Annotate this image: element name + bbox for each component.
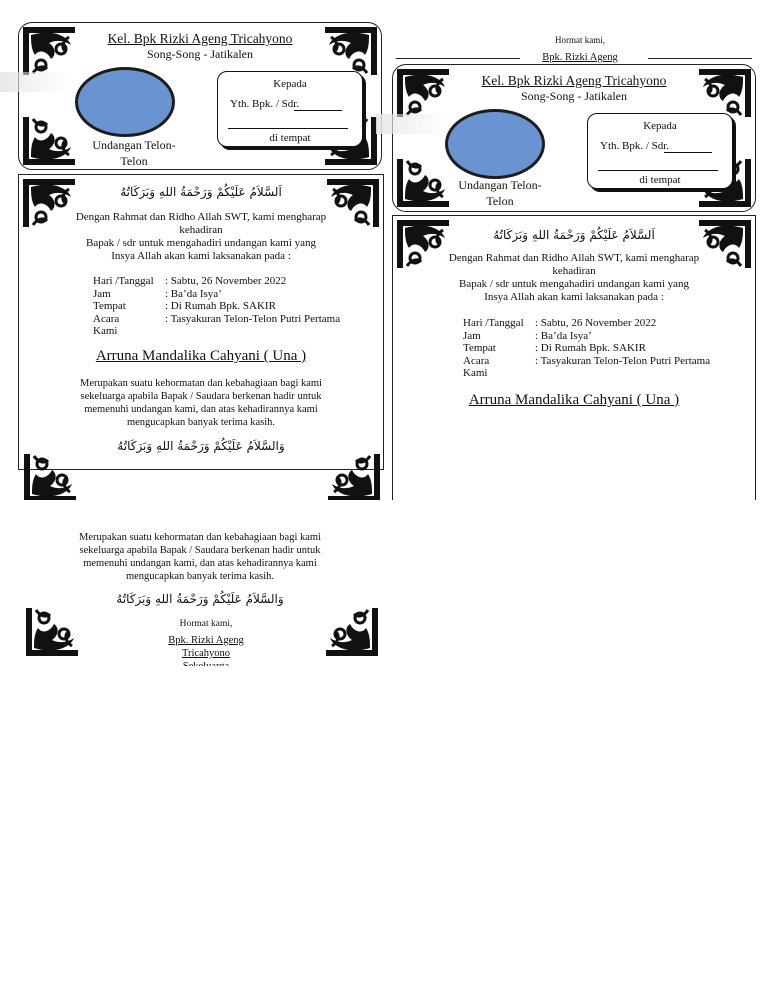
closing-paragraph: Merupakan suatu kehormatan dan kebahagiaan bagi kami sekeluarga apabila Bapak / Saudara berkenan hadir untuk memenuhi undangan kami, dan atas kehadirannya kami mengucapkan banyak terima kasih. xyxy=(80,378,322,428)
kepada-name-line xyxy=(294,110,342,111)
intro-line-1: Dengan Rahmat dan Ridho Allah SWT, kami mengharap xyxy=(75,211,327,223)
event-details xyxy=(463,317,710,380)
ornament-corner-icon xyxy=(24,606,80,658)
kepada-yth: Yth. Bpk. / Sdr. xyxy=(230,98,300,110)
closing-paragraph: Merupakan suatu kehormatan dan kebahagiaan bagi kami sekeluarga apabila Bapak / Saudara berkenan hadir untuk memenuhi undangan kami, dan atas kehadirannya kami mengucapkan banyak terima kasih. xyxy=(79,532,321,582)
detail-row: Jam : Ba’da Isya’ xyxy=(93,287,222,300)
invitation-card-right xyxy=(392,215,756,517)
kepada-label: Kepada xyxy=(273,78,307,90)
undangan-label: Undangan Telon-Telon xyxy=(458,178,542,208)
envelope-address: Song-Song - Jatikalen xyxy=(521,89,627,103)
intro-line-3: Bapak / sdr untuk mengahadiri undangan kami yang xyxy=(85,237,317,249)
kepada-tempat: di tempat xyxy=(269,132,311,144)
signer-bottom: Bpk. Rizki Ageng Tricahyono xyxy=(168,635,244,659)
kepada-tempat: di tempat xyxy=(639,174,681,186)
detail-row: Tempat : Di Rumah Bpk. SAKIR xyxy=(463,342,646,354)
detail-row: Acara : Tasyakuran Telon-Telon Putri Pertama xyxy=(93,312,341,325)
ornament-corner-icon xyxy=(395,157,451,209)
ornament-corner-icon xyxy=(21,115,77,167)
kepada-yth: Yth. Bpk. / Sdr. xyxy=(600,140,670,152)
detail-row: Jam : Ba’da Isya’ xyxy=(463,329,592,342)
kepada-address-line xyxy=(598,170,718,171)
scan-shadow xyxy=(0,72,70,92)
intro-line-4: Insya Allah akan kami laksanakan pada : xyxy=(111,250,291,262)
intro-line-2: kehadiran xyxy=(552,265,596,277)
detail-row: Kami xyxy=(463,367,488,379)
salam-closing: وَالسَّلاَمُ عَلَيْكُمْ وَرَحْمَةُ اللهِ وَبَرَكَاتُهُ xyxy=(117,439,285,453)
photo-oval xyxy=(75,67,175,137)
hormat-bottom: Hormat kami, xyxy=(179,619,233,629)
envelope-title: Kel. Bpk Rizki Ageng Tricahyono xyxy=(107,31,293,46)
child-name: Arruna Mandalika Cahyani ( Una ) xyxy=(95,348,307,364)
intro-line-3: Bapak / sdr untuk mengahadiri undangan kami yang xyxy=(458,278,690,290)
photo-oval xyxy=(445,109,545,179)
signer-top-right: Bpk. Rizki Ageng xyxy=(542,52,618,63)
detail-row: Kami xyxy=(93,325,118,337)
envelope-right xyxy=(392,64,756,212)
intro-line-4: Insya Allah akan kami laksanakan pada : xyxy=(484,291,664,303)
salam-opening: اَلسَّلاَمُ عَلَيْكُمْ وَرَحْمَةُ اللهِ وَبَرَكَاتُهُ xyxy=(493,228,655,242)
event-details xyxy=(93,275,340,338)
ornament-corner-icon xyxy=(324,606,380,658)
salam-opening: اَلسَّلاَمُ عَلَيْكُمْ وَرَحْمَةُ اللهِ وَبَرَكَاتُهُ xyxy=(120,185,282,199)
detail-row: Hari /Tanggal : Sabtu, 26 November 2022 xyxy=(93,275,287,287)
envelope-title: Kel. Bpk Rizki Ageng Tricahyono xyxy=(481,73,667,88)
intro-line-1: Dengan Rahmat dan Ridho Allah SWT, kami mengharap xyxy=(448,252,700,264)
kepada-name-line xyxy=(664,152,712,153)
kepada-address-line xyxy=(228,128,348,129)
divider-line xyxy=(648,58,752,59)
detail-row: Hari /Tanggal : Sabtu, 26 November 2022 xyxy=(463,317,657,329)
ornament-corner-icon xyxy=(22,452,78,504)
envelope-address: Song-Song - Jatikalen xyxy=(147,47,253,61)
scan-shadow xyxy=(376,114,446,134)
invitation-card-left xyxy=(18,174,384,470)
kepada-box xyxy=(217,71,363,147)
salam-closing: وَالسَّلاَمُ عَلَيْكُمْ وَرَحْمَةُ اللهِ وَبَرَكَاتُهُ xyxy=(116,592,284,606)
child-name: Arruna Mandalika Cahyani ( Una ) xyxy=(468,392,680,408)
intro-line-2: kehadiran xyxy=(179,224,223,236)
ornament-corner-icon xyxy=(326,452,382,504)
detail-row: Acara : Tasyakuran Telon-Telon Putri Pertama xyxy=(463,354,711,367)
undangan-label: Undangan Telon-Telon xyxy=(92,138,176,168)
detail-row: Tempat : Di Rumah Bpk. SAKIR xyxy=(93,300,276,312)
envelope-left xyxy=(18,22,382,170)
kepada-label: Kepada xyxy=(643,120,677,132)
hormat-top-right: Hormat kami, xyxy=(555,35,605,45)
kepada-box xyxy=(587,113,733,189)
